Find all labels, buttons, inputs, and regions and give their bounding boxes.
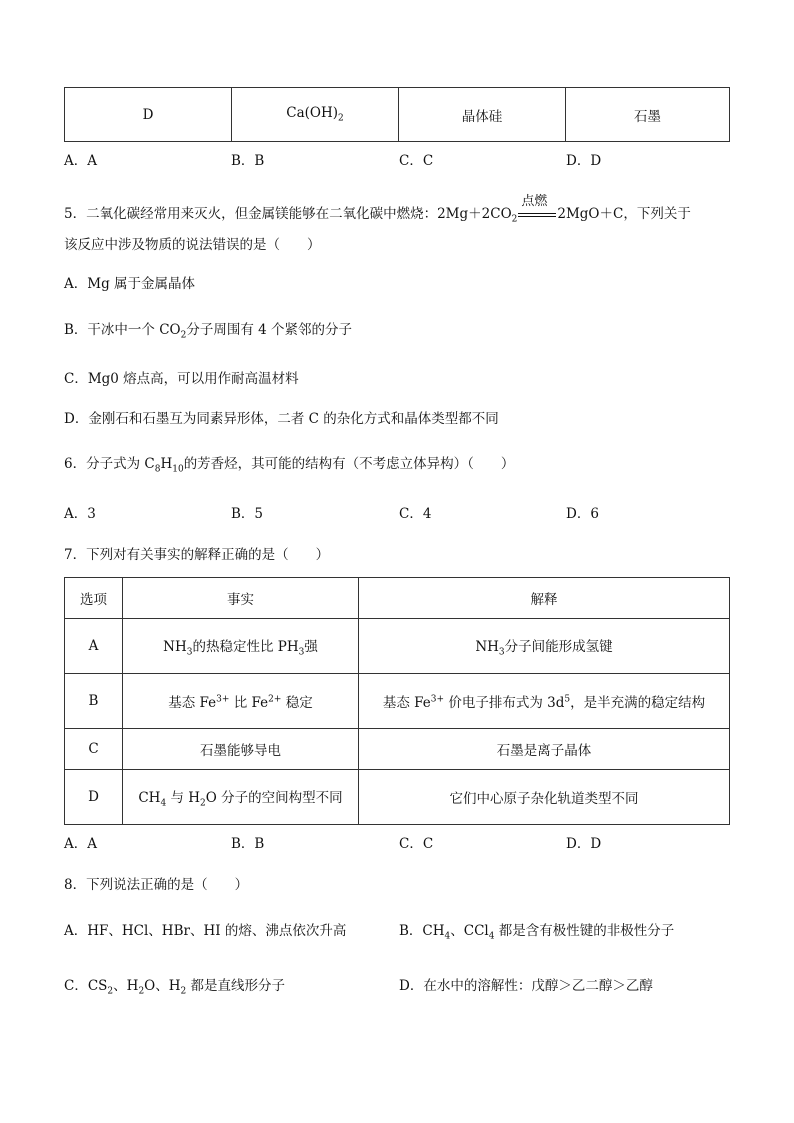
- q7-options: [64, 832, 734, 852]
- q8-option-d[interactable]: D．在水中的溶解性：戊醇＞乙二醇＞乙醇: [399, 978, 653, 994]
- q7-header-explanation: 解释: [359, 578, 730, 619]
- q7-row-d-option: D: [65, 770, 123, 825]
- q5-stem-line2: 该反应中涉及物质的说法错误的是（ ）: [64, 237, 321, 253]
- q7-header-option: 选项: [65, 578, 123, 619]
- q4-option-b[interactable]: B．B: [231, 153, 265, 169]
- q7-row-c-option: C: [65, 729, 123, 770]
- q7-header-fact: 事实: [123, 578, 359, 619]
- q6-stem: 6．分子式为 $C_8H_{10}$的芳香烃，其可能的结构有（不考虑立体异构）（ ）: [64, 456, 515, 475]
- q4-option-a[interactable]: A．A: [64, 153, 97, 169]
- q7-row-a-fact: $NH_3$的热稳定性比 $PH_3$强: [123, 619, 359, 674]
- q7-row-b-option: B: [65, 674, 123, 729]
- top-cell-d: D: [65, 88, 232, 142]
- q7-row-c-fact: 石墨能够导电: [123, 729, 359, 770]
- q7-row-b-explanation: 基态 $Fe^{3+}$ 价电子排布式为 $3d^5$，是半充满的稳定结构: [359, 674, 730, 729]
- q7-option-a[interactable]: A．A: [64, 836, 97, 852]
- q7-option-d[interactable]: D．D: [566, 836, 602, 852]
- q5-option-b[interactable]: B．干冰中一个 $CO_2$分子周围有 4 个紧邻的分子: [64, 322, 353, 341]
- q4-options: [64, 149, 734, 169]
- q7-row-d: [65, 770, 730, 825]
- q7-row-a: [65, 619, 730, 674]
- q7-table: [64, 577, 730, 825]
- q7-row-d-fact: $CH_4$ 与 $H_2O$ 分子的空间构型不同: [123, 770, 359, 825]
- q4-option-d[interactable]: D．D: [566, 153, 602, 169]
- q7-stem: 7．下列对有关事实的解释正确的是（ ）: [64, 547, 330, 563]
- q7-row-d-explanation: 它们中心原子杂化轨道类型不同: [359, 770, 730, 825]
- q6-options: [64, 502, 734, 522]
- q4-option-c[interactable]: C．C: [399, 153, 434, 169]
- q8-stem: 8．下列说法正确的是（ ）: [64, 877, 249, 893]
- top-cell-caoh2: $Ca(OH)_2$: [232, 88, 399, 142]
- q7-row-b: [65, 674, 730, 729]
- q7-row-a-option: A: [65, 619, 123, 674]
- q7-row-a-explanation: $NH_3$分子间能形成氢键: [359, 619, 730, 674]
- q7-row-c-explanation: 石墨是离子晶体: [359, 729, 730, 770]
- q5-option-c[interactable]: C．Mg0 熔点高，可以用作耐高温材料: [64, 371, 299, 387]
- q5-option-a[interactable]: A．Mg 属于金属晶体: [64, 276, 196, 292]
- q7-option-b[interactable]: B．B: [231, 836, 265, 852]
- reaction-arrow: 点燃: [517, 206, 557, 222]
- q8-option-c[interactable]: C．$CS_2$、$H_2O$、$H_2$ 都是直线形分子: [64, 978, 286, 997]
- q7-row-b-fact: 基态 $Fe^{3+}$ 比 $Fe^{2+}$ 稳定: [123, 674, 359, 729]
- q5-equation: $2Mg+2CO_2$ 点燃 2MgO＋C: [437, 194, 624, 225]
- q5-option-d[interactable]: D．金刚石和石墨互为同素异形体，二者 C 的杂化方式和晶体类型都不同: [64, 411, 499, 427]
- q6-option-c[interactable]: C．4: [399, 506, 432, 522]
- q6-option-d[interactable]: D．6: [566, 506, 599, 522]
- q7-option-c[interactable]: C．C: [399, 836, 434, 852]
- q6-option-a[interactable]: A．3: [64, 506, 96, 522]
- q6-option-b[interactable]: B．5: [231, 506, 264, 522]
- q7-row-c: [65, 729, 730, 770]
- q5-stem-line1: 5．二氧化碳经常用来灭火，但金属镁能够在二氧化碳中燃烧：$2Mg+2CO_2$ 点燃 2MgO＋C，下列关于: [64, 194, 691, 225]
- q8-option-a[interactable]: A．HF、HCl、HBr、HI 的熔、沸点依次升高: [64, 923, 347, 939]
- q8-option-b[interactable]: B．$CH_4$、CCl$_4$ 都是含有极性键的非极性分子: [399, 923, 675, 942]
- top-table: [64, 87, 730, 142]
- top-cell-silicon: 晶体硅: [399, 88, 566, 142]
- top-cell-graphite: 石墨: [566, 88, 730, 142]
